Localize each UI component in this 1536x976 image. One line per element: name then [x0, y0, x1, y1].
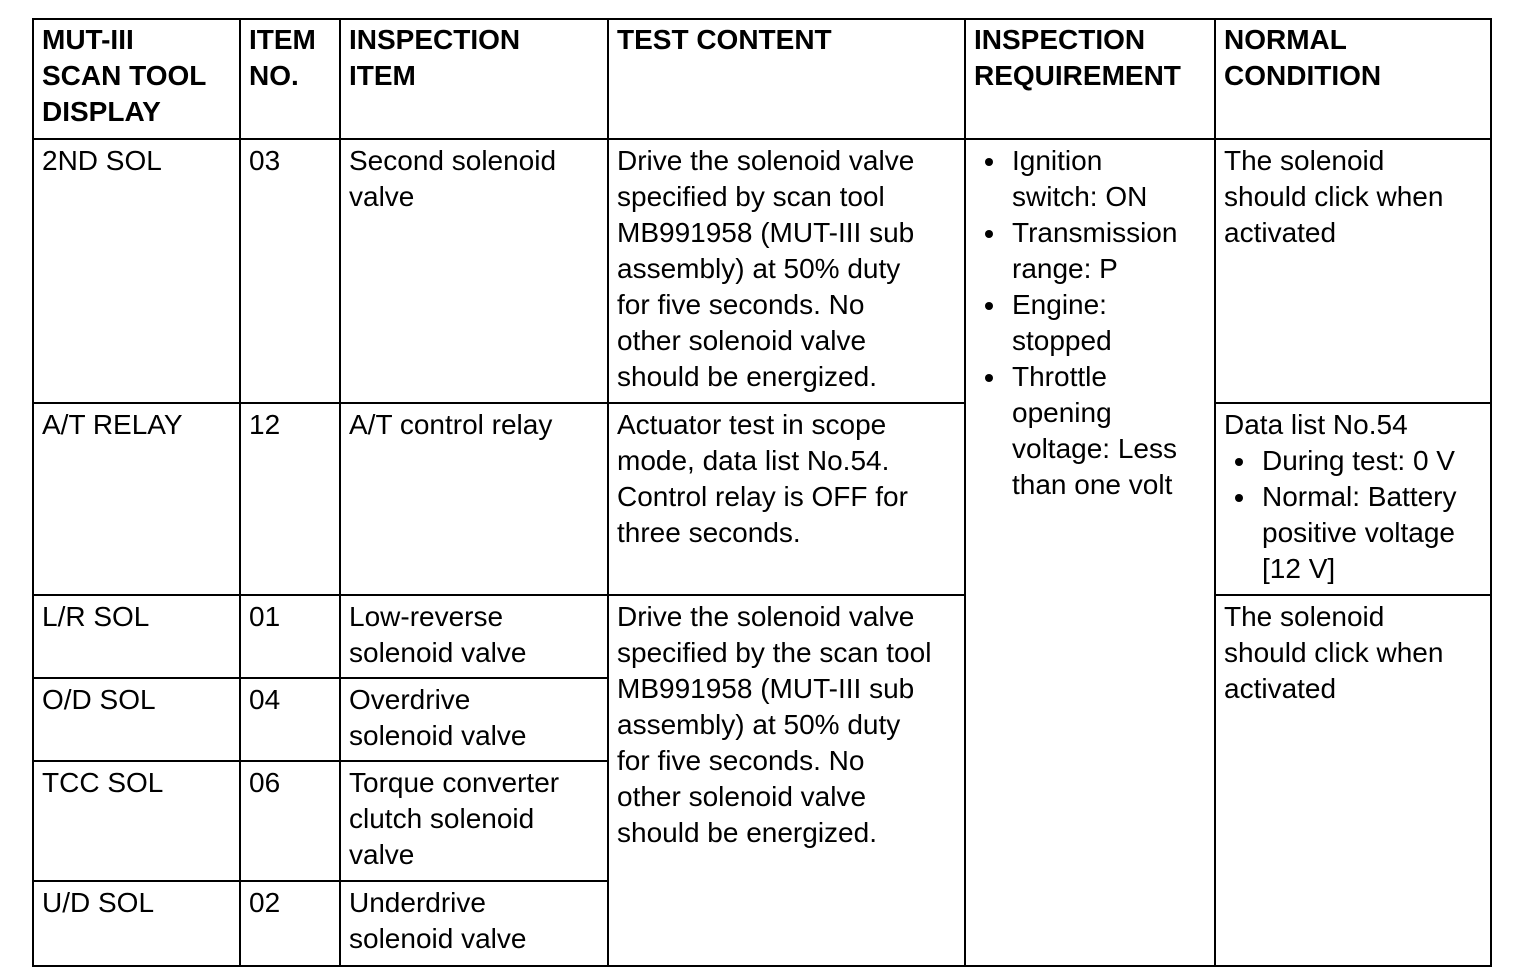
cell-line: Overdrive: [349, 684, 471, 715]
header-text: ITEM: [249, 24, 316, 55]
cell-line: mode, data list No.54.: [617, 445, 890, 476]
display-cell: U/D SOL: [33, 881, 240, 966]
cell-line: specified by the scan tool: [617, 637, 932, 668]
cell-line: range: P: [1012, 253, 1118, 284]
table-row: [33, 139, 1491, 403]
inspection-item-cell: [340, 139, 608, 403]
cell-line: stopped: [1012, 325, 1112, 356]
header-text: ITEM: [349, 60, 416, 91]
item-no-cell: 03: [240, 139, 340, 403]
header-text: NORMAL: [1224, 24, 1347, 55]
display-cell: O/D SOL: [33, 678, 240, 761]
requirement-item: [1012, 287, 1206, 359]
cell-line: positive voltage: [1262, 517, 1456, 548]
cell-line: for five seconds. No: [617, 289, 865, 320]
cell-line: Drive the solenoid valve: [617, 145, 915, 176]
cell-line: A/T control relay: [349, 409, 553, 440]
cell-line: The solenoid: [1224, 145, 1385, 176]
cell-line: opening: [1012, 397, 1112, 428]
header-row: [33, 19, 1491, 139]
inspection-item-cell: [340, 881, 608, 966]
cell-line: Data list No.54: [1224, 409, 1408, 440]
test-content-cell: [608, 139, 965, 403]
cell-line: Low-reverse: [349, 601, 504, 632]
header-text: TEST CONTENT: [617, 24, 832, 55]
header-text: INSPECTION: [974, 24, 1146, 55]
inspection-item-cell: [340, 403, 608, 595]
requirement-item: [1012, 215, 1206, 287]
cell-line: Second solenoid: [349, 145, 557, 176]
cell-line: clutch solenoid: [349, 803, 535, 834]
display-cell: L/R SOL: [33, 595, 240, 678]
requirement-item: [1012, 143, 1206, 215]
item-no-cell: 04: [240, 678, 340, 761]
cell-line: specified by scan tool: [617, 181, 885, 212]
header-inspection-item: [340, 19, 608, 139]
normal-condition-cell: [1215, 139, 1491, 403]
test-content-cell: [608, 595, 965, 966]
cell-line: solenoid valve: [349, 720, 527, 751]
cell-line: valve: [349, 839, 415, 870]
cell-line: Drive the solenoid valve: [617, 601, 915, 632]
cell-line: Throttle: [1012, 361, 1107, 392]
cell-line: Underdrive: [349, 887, 486, 918]
cell-line: solenoid valve: [349, 923, 527, 954]
inspection-item-cell: [340, 761, 608, 881]
cell-line: Normal: Battery: [1262, 481, 1457, 512]
condition-item: [1262, 479, 1482, 587]
header-text: DISPLAY: [42, 96, 161, 127]
table-row: [33, 595, 1491, 678]
display-cell: TCC SOL: [33, 761, 240, 881]
header-scan-tool-display: [33, 19, 240, 139]
cell-line: Engine:: [1012, 289, 1107, 320]
item-no-cell: 02: [240, 881, 340, 966]
normal-condition-cell: [1215, 403, 1491, 595]
cell-line: Control relay is OFF for: [617, 481, 908, 512]
cell-line: During test: 0 V: [1262, 445, 1455, 476]
cell-line: MB991958 (MUT-III sub: [617, 673, 915, 704]
cell-line: [12 V]: [1262, 553, 1336, 584]
cell-line: MB991958 (MUT-III sub: [617, 217, 915, 248]
header-text: CONDITION: [1224, 60, 1382, 91]
cell-line: Actuator test in scope: [617, 409, 887, 440]
cell-line: other solenoid valve: [617, 325, 867, 356]
inspection-requirement-cell: [965, 139, 1215, 966]
cell-line: should click when: [1224, 181, 1444, 212]
cell-line: should be energized.: [617, 817, 877, 848]
cell-line: switch: ON: [1012, 181, 1148, 212]
display-cell: A/T RELAY: [33, 403, 240, 595]
cell-line: assembly) at 50% duty: [617, 709, 901, 740]
inspection-item-cell: [340, 595, 608, 678]
cell-line: for five seconds. No: [617, 745, 865, 776]
actuator-test-table: [32, 18, 1492, 967]
inspection-item-cell: [340, 678, 608, 761]
header-test-content: [608, 19, 965, 139]
cell-line: Ignition: [1012, 145, 1103, 176]
requirement-list: [974, 143, 1206, 503]
condition-item: [1262, 443, 1482, 479]
header-inspection-requirement: [965, 19, 1215, 139]
requirement-item: [1012, 359, 1206, 503]
header-text: INSPECTION: [349, 24, 521, 55]
header-text: NO.: [249, 60, 299, 91]
cell-line: voltage: Less: [1012, 433, 1177, 464]
header-item-no: [240, 19, 340, 139]
cell-line: than one volt: [1012, 469, 1173, 500]
cell-line: activated: [1224, 673, 1337, 704]
header-text: REQUIREMENT: [974, 60, 1181, 91]
normal-condition-cell: [1215, 595, 1491, 966]
cell-line: should click when: [1224, 637, 1444, 668]
item-no-cell: 01: [240, 595, 340, 678]
item-no-cell: 06: [240, 761, 340, 881]
cell-line: The solenoid: [1224, 601, 1385, 632]
cell-line: three seconds.: [617, 517, 801, 548]
condition-list: [1224, 443, 1482, 587]
cell-line: solenoid valve: [349, 637, 527, 668]
header-text: SCAN TOOL: [42, 60, 207, 91]
item-no-cell: 12: [240, 403, 340, 595]
header-normal-condition: [1215, 19, 1491, 139]
display-cell: 2ND SOL: [33, 139, 240, 403]
test-content-cell: [608, 403, 965, 595]
table-row: [33, 403, 1491, 595]
cell-line: should be energized.: [617, 361, 877, 392]
cell-line: other solenoid valve: [617, 781, 867, 812]
cell-line: Torque converter: [349, 767, 560, 798]
cell-line: valve: [349, 181, 415, 212]
cell-line: Transmission: [1012, 217, 1178, 248]
header-text: MUT-III: [42, 24, 134, 55]
cell-line: assembly) at 50% duty: [617, 253, 901, 284]
cell-line: activated: [1224, 217, 1337, 248]
